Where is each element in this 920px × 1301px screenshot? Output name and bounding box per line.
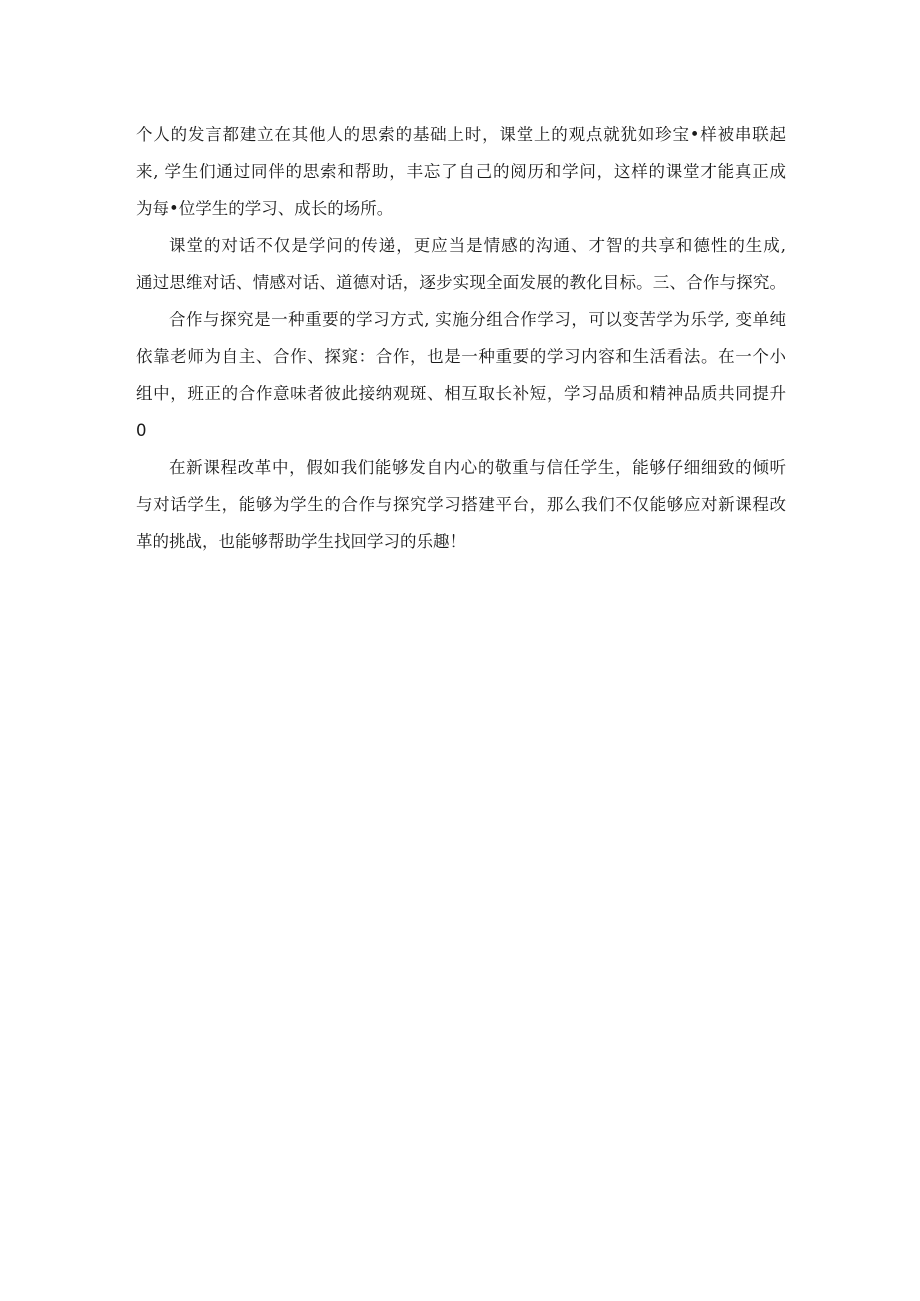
paragraph-line: 通过思维对话、情感对话、道德对话，逐步实现全面发展的教化目标。三、合作与探究。 <box>136 273 786 292</box>
paragraph-line: 组中，班正的合作意味者彼此接纳观斑、相互取长补短，学习品质和精神品质共同提升 <box>136 384 786 403</box>
paragraph-4 <box>136 449 786 560</box>
paragraph-line: 依靠老师为自主、合作、探窕：合作，也是一种重要的学习内容和生活看法。在一个小 <box>136 347 786 366</box>
paragraph-line: 课堂的对话不仅是学问的传递，更应当是情感的沟通、才智的共享和德性的生成, <box>169 236 786 255</box>
paragraph-line: 合作与探究是一种重要的学习方式, 实施分组合作学习，可以变苦学为乐学, 变单纯 <box>169 310 786 329</box>
paragraph-line: 革的挑战，也能够帮助学生找回学习的乐趣！ <box>136 532 466 551</box>
paragraph-line: 0 <box>136 421 147 440</box>
paragraph-line: 来, 学生们通过同伴的思索和帮助，丰忘了自己的阅历和学问，这样的课堂才能真正成 <box>136 162 786 181</box>
paragraph-line: 与对话学生，能够为学生的合作与探究学习搭建平台，那么我们不仅能够应对新课程改 <box>136 495 786 514</box>
paragraph-3 <box>136 301 786 449</box>
paragraph-1 <box>136 116 786 227</box>
paragraph-line: 个人的发言都建立在其他人的思索的基础上时，课堂上的观点就犹如珍宝•样被串联起 <box>136 125 786 144</box>
paragraph-line: 在新课程改革中，假如我们能够发自内心的敬重与信任学生，能够仔细细致的倾听 <box>169 458 786 477</box>
document-body <box>136 116 786 560</box>
paragraph-2 <box>136 227 786 301</box>
paragraph-line: 为每•位学生的学习、成长的场所。 <box>136 199 394 218</box>
